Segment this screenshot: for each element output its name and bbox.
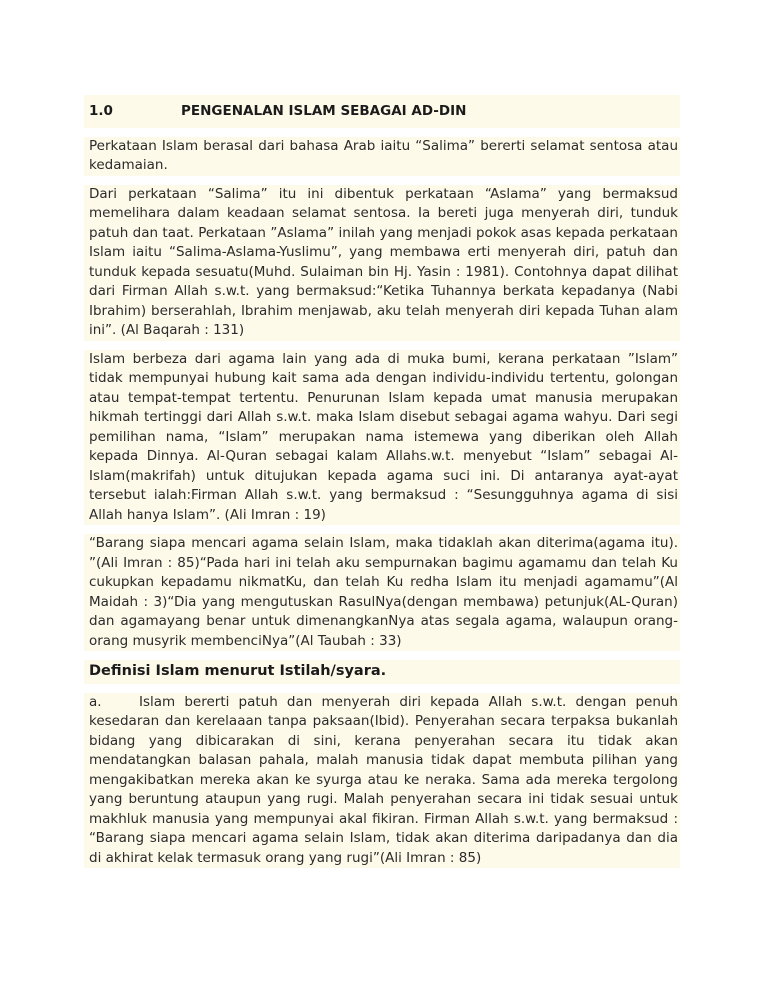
- section-heading: [84, 95, 680, 128]
- spacer: [84, 128, 680, 137]
- paragraph-distinction: Islam berbeza dari agama lain yang ada di muka bumi, kerana perkataan ”Islam” tidak mempunyai hubung kait sama ada dengan individu-individu tertentu, golongan atau tempat-tempat tertentu. Penurunan Islam kepada umat manusia merupakan hikmah tertinggi dari Allah s.w.t. maka Islam disebut sebagai agama wahyu. Dari segi pemilihan nama, “Islam” merupakan nama istemewa yang diberikan oleh Allah kepada Dinnya. Al-Quran sebagai kalam Allahs.w.t. menyebut “Islam” sebagai Al-Islam(makrifah) untuk ditujukan kepada agama suci ini. Di antaranya ayat-ayat tersebut ialah:Firman Allah s.w.t. yang bermaksud : “Sesungguhnya agama di sisi Allah hanya Islam”. (Ali Imran : 19): [84, 350, 680, 526]
- paragraph-intro: Perkataan Islam berasal dari bahasa Arab iaitu “Salima” bererti selamat sentosa atau kedamaian.: [84, 137, 680, 176]
- list-item-text: Islam bererti patuh dan menyerah diri kepada Allah s.w.t. dengan penuh kesedaran dan kerelaaan tanpa paksaan(Ibid). Penyerahan secara terpaksa bukanlah bidang yang dibicarakan di sini, kerana penyerahan secara itu tidak akan mendatangkan balasan pahala, malah manusia tidak dapat membuta pilihan yang mengakibatkan mereka akan ke syurga atau ke neraka. Sama ada mereka tergolong yang beruntung ataupun yang rugi. Malah penyerahan secara ini tidak sesuai untuk makhluk manusia yang mempunyai akal fikiran. Firman Allah s.w.t. yang bermaksud : “Barang siapa mencari agama selain Islam, tidak akan diterima daripadanya dan dia di akhirat kelak termasuk orang yang rugi”(Ali Imran : 85): [89, 693, 678, 866]
- paragraph-etymology: Dari perkataan “Salima” itu ini dibentuk perkataan “Aslama” yang bermaksud memelihara dalam keadaan selamat sentosa. Ia bereti juga menyerah diri, tunduk patuh dan taat. Perkataan ”Aslama” inilah yang menjadi pokok asas kepada perkataan Islam iaitu “Salima-Aslama-Yuslimu”, yang membawa erti menyerah diri, patuh dan tunduk kepada sesuatu(Muhd. Sulaiman bin Hj. Yasin : 1981). Contohnya dapat dilihat dari Firman Allah s.w.t. yang bermaksud:“Ketika Tuhannya berkata kepadanya (Nabi Ibrahim) berserahlah, Ibrahim menjawab, aku telah menyerah diri kepada Tuhan alam ini”. (Al Baqarah : 131): [84, 185, 680, 341]
- definition-subheading: Definisi Islam menurut Istilah/syara.: [84, 660, 680, 684]
- spacer: [84, 651, 680, 660]
- list-marker: a.: [89, 693, 102, 710]
- spacer: [84, 684, 680, 693]
- paragraph-quotes: “Barang siapa mencari agama selain Islam, maka tidaklah akan diterima(agama itu). ”(Ali Imran : 85)“Pada hari ini telah aku sempurnakan bagimu agamamu dan telah Ku cukupkan kepadamu nikmatKu, dan telah Ku redha Islam itu menjadi agamamu”(Al Maidah : 3)“Dia yang mengutuskan RasulNya(dengan membawa) petunjuk(AL-Quran) dan agamayang benar untuk dimenangkanNya atas segala agama, walaupun orang-orang musyrik membenciNya”(Al Taubah : 33): [84, 534, 680, 651]
- section-number: 1.0: [89, 103, 113, 119]
- list-item: [84, 693, 680, 869]
- section-title: PENGENALAN ISLAM SEBAGAI AD-DIN: [181, 103, 467, 119]
- spacer: [84, 525, 680, 534]
- spacer: [84, 341, 680, 350]
- document-content: [84, 95, 680, 868]
- spacer: [84, 176, 680, 185]
